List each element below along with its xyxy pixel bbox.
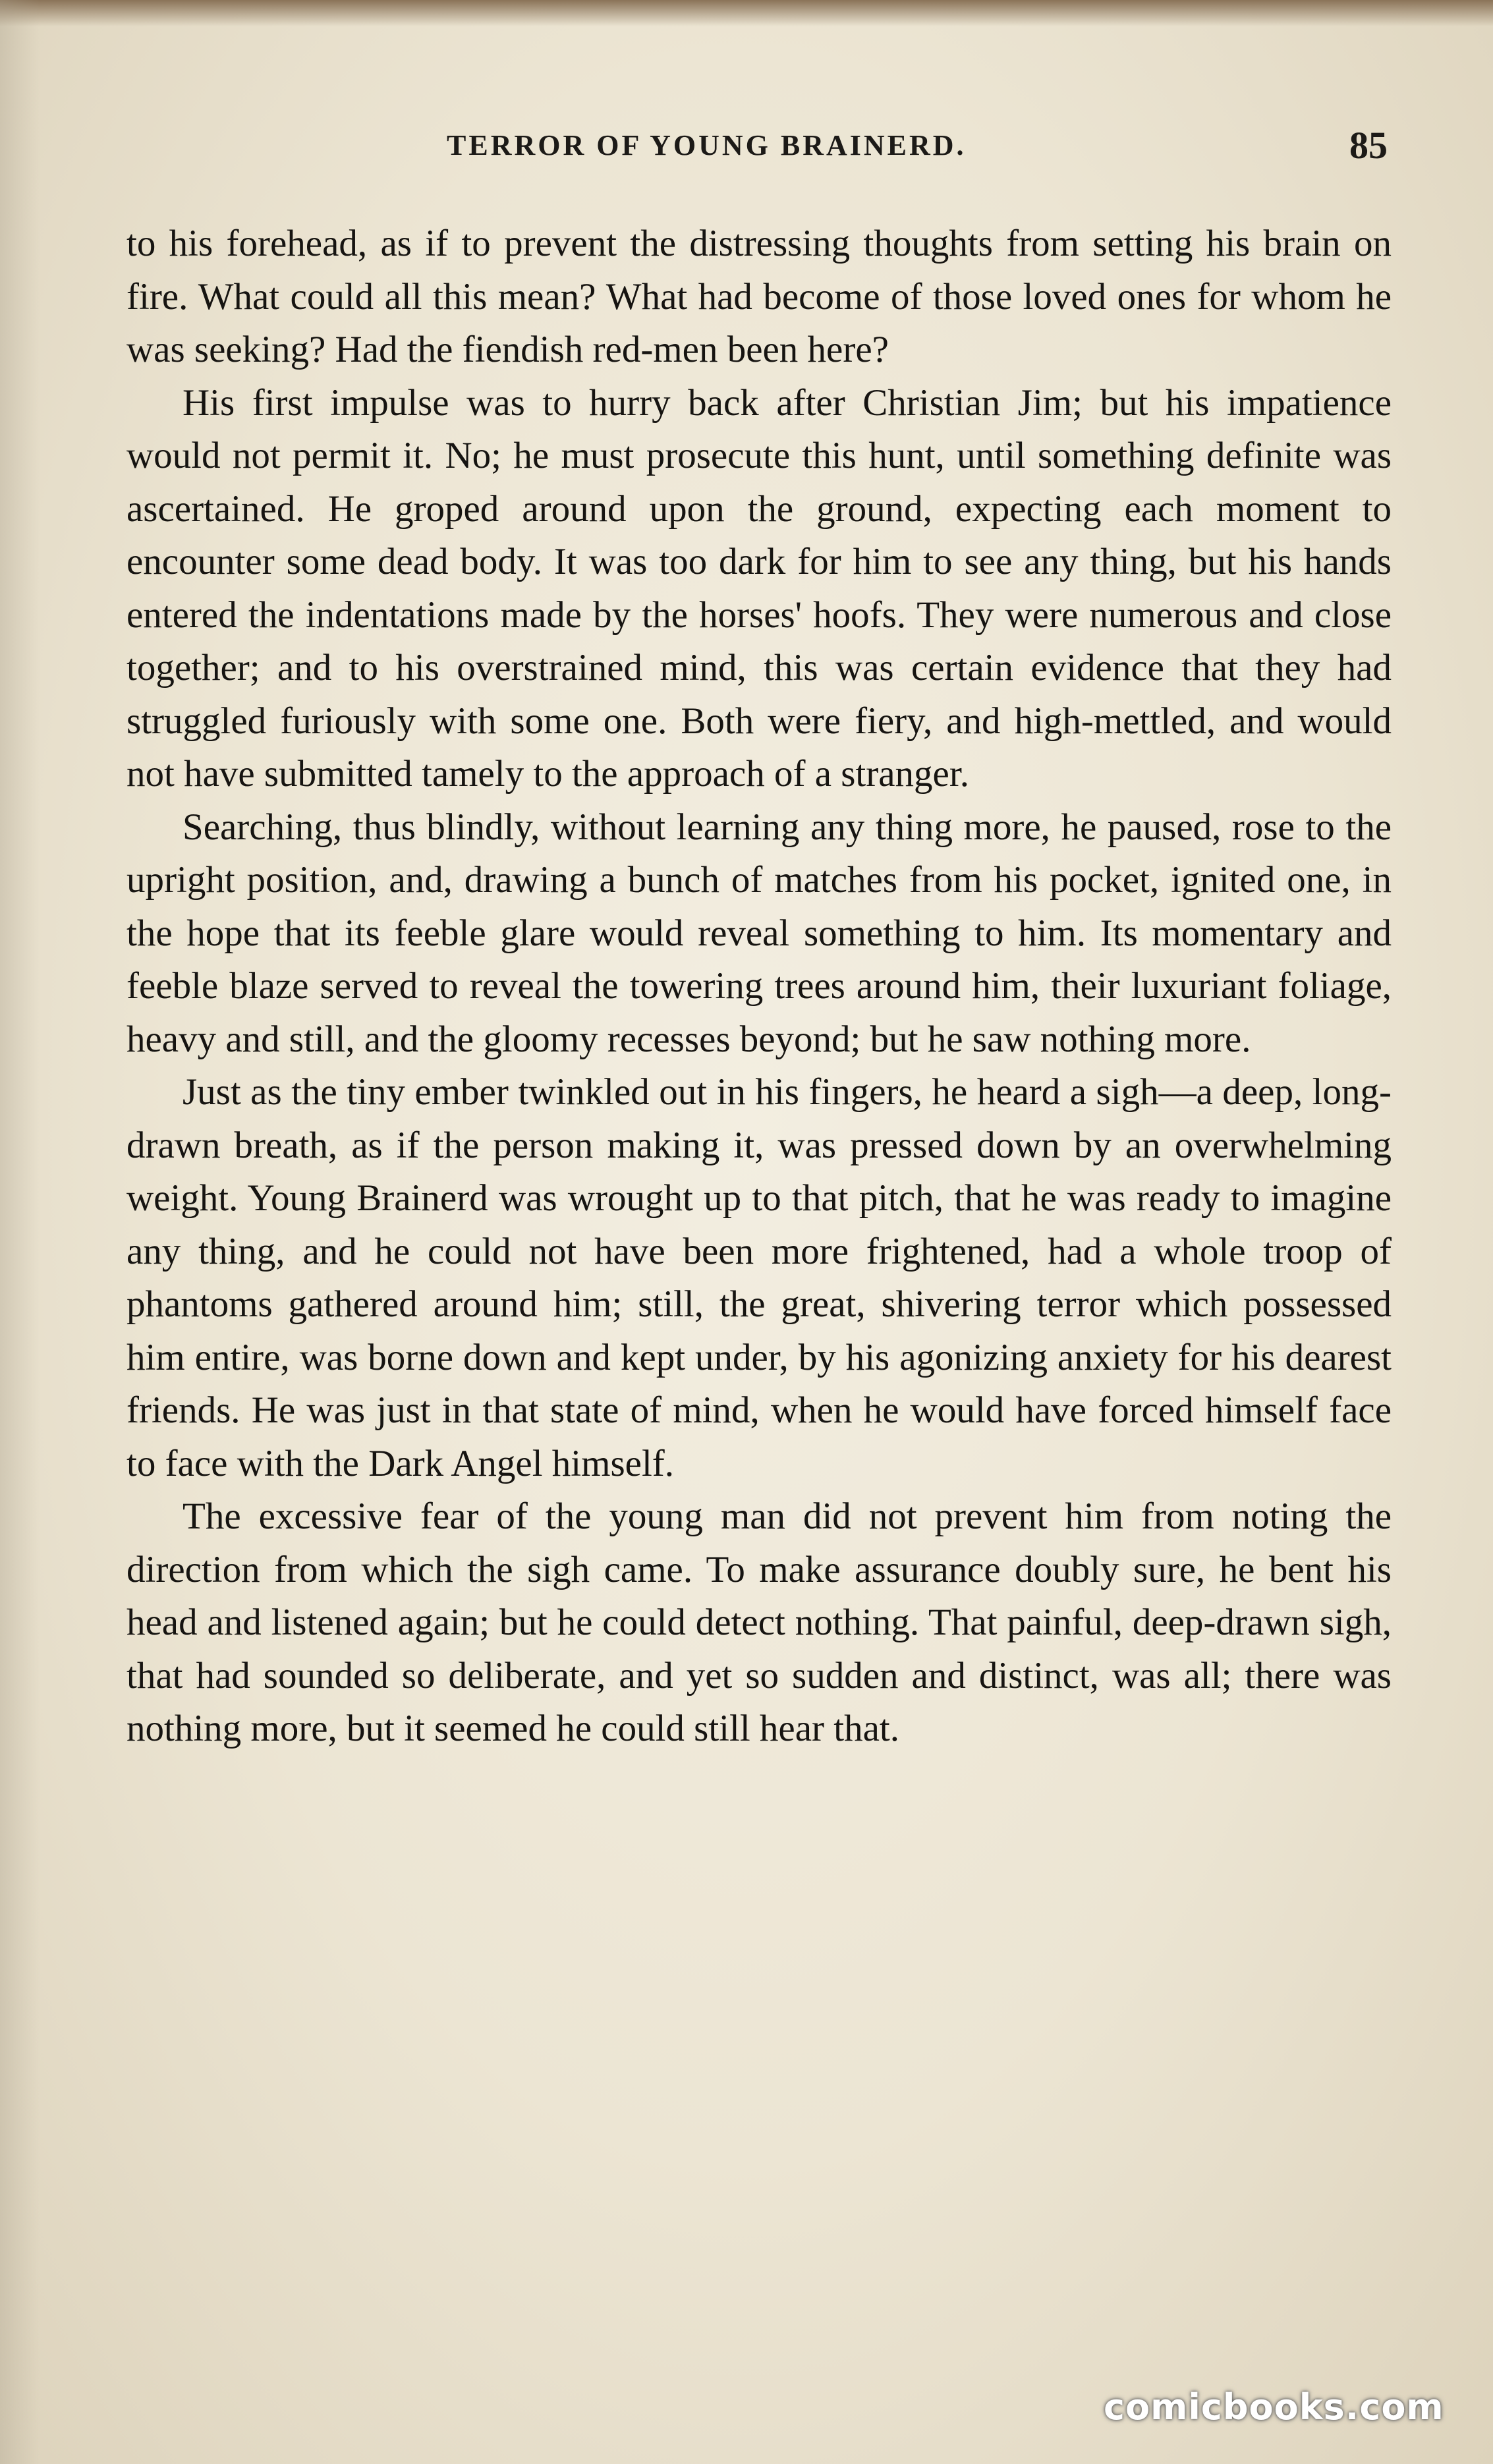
paragraph-2: His first impulse was to hurry back after Christian Jim; but his impatience would not permit it. No; he must prosecute this hunt, until something definite was ascertained. He groped around upon the ground, expecting each moment to encounter some dead body. It was too dark for him to see any thing, but his hands entered the indentations made by the horses' hoofs. They were numerous and close together; and to his overstrained mind, this was certain evidence that they had struggled furiously with some one. Both were fiery, and high-mettled, and would not have submitted tamely to the approach of a stranger. xyxy=(127,381,1392,795)
page-top-shadow xyxy=(0,0,1493,26)
paragraph-5: The excessive fear of the young man did not prevent him from noting the direction from which the sigh came. To make assurance doubly sure, he bent his head and listened again; but he could detect nothing. That painful, deep-drawn sigh, that had sounded so deliberate, and yet so sudden and distinct, was all; there was nothing more, but it seemed he could still hear that. xyxy=(127,1496,1392,1749)
page-number: 85 xyxy=(1349,124,1388,167)
watermark: comicbooks.com xyxy=(1104,2386,1444,2428)
running-title: TERROR OF YOUNG BRAINERD. xyxy=(447,129,967,161)
page-left-edge xyxy=(0,0,40,2464)
running-head xyxy=(0,124,1493,175)
paragraph-4: Just as the tiny ember twinkled out in his fingers, he heard a sigh—a deep, long-drawn breath, as if the person making it, was pressed down by an overwhelming weight. Young Brainerd was wrought up to that pitch, that he was ready to imagine any thing, and he could not have been more frightened, had a whole troop of phantoms gathered around him; still, the great, shivering terror which possessed him entire, was borne down and kept under, by his agonizing anxiety for his dearest friends. He was just in that state of mind, when he would have forced himself face to face with the Dark Angel himself. xyxy=(127,1071,1392,1484)
body-text xyxy=(127,217,1392,1756)
paragraph-3: Searching, thus blindly, without learning any thing more, he paused, rose to the upright position, and, drawing a bunch of matches from his pocket, ignited one, in the hope that its feeble glare would reveal something to him. Its momentary and feeble blaze served to reveal the towering trees around him, their luxuriant foliage, heavy and still, and the gloomy recesses beyond; but he saw nothing more. xyxy=(127,806,1392,1060)
paragraph-1: to his forehead, as if to prevent the distressing thoughts from setting his brain on fire. What could all this mean? What had become of those loved ones for whom he was seeking? Had the fiendish red-men been here? xyxy=(127,223,1392,370)
